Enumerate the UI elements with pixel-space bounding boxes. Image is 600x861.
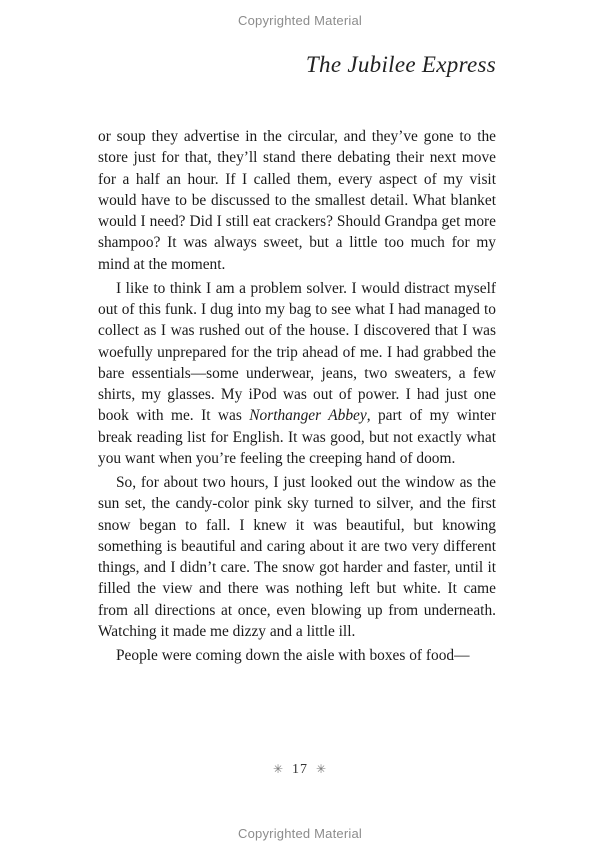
copyright-watermark-top: Copyrighted Material: [238, 13, 362, 28]
page-number: 17: [292, 762, 308, 777]
paragraph-window: So, for about two hours, I just looked out the window as the sun set, the candy-color pink sky turned to silver, and the first snow began to fall. I knew it was beautiful, but knowing something is beautiful and caring about it are two very different things, and I didn’t care. The snow got harder and faster, until it filled the view and there was nothing left but white. It came from all directions at once, even blowing up from underneath. Watching it made me dizzy and a little ill.: [98, 474, 496, 640]
ornament-left-icon: ✳: [272, 762, 284, 776]
page-folio: [0, 762, 600, 778]
ornament-right-icon: ✳: [316, 762, 328, 776]
page-body: [98, 126, 496, 666]
paragraph-text: , part of my winter break reading list for English. It was good, but not exactly what you want when you’re feeling the creeping hand of doom.: [98, 407, 496, 467]
paragraph-aisle: People were coming down the aisle with boxes of food—: [116, 647, 470, 664]
running-head-title: The Jubilee Express: [305, 52, 496, 77]
book-title: Northanger Abbey: [249, 407, 367, 425]
paragraph-text: I like to think I am a problem solver. I would distract myself out of this funk. I dug into my bag to see what I had managed to collect as I was rushed out of the house. I discovered that I was woefully unprepared for the trip ahead of me. I had grabbed the bare essentials—some underwear, jeans, two sweaters, a few shirts, my glasses. My iPod was out of power. I had just one book with me. It was: [98, 279, 496, 425]
copyright-watermark-bottom: Copyrighted Material: [238, 826, 362, 841]
paragraph-problem-solver: [98, 278, 496, 469]
paragraph-continued: or soup they advertise in the circular, and they’ve gone to the store just for that, they’ll stand there debating their next move for a half an hour. If I called them, every aspect of my visit would have to be discussed to the smallest detail. What blanket would I need? Did I still eat crackers? Should Grandpa get more shampoo? It was always sweet, but a little too much for my mind at the moment.: [98, 128, 496, 273]
